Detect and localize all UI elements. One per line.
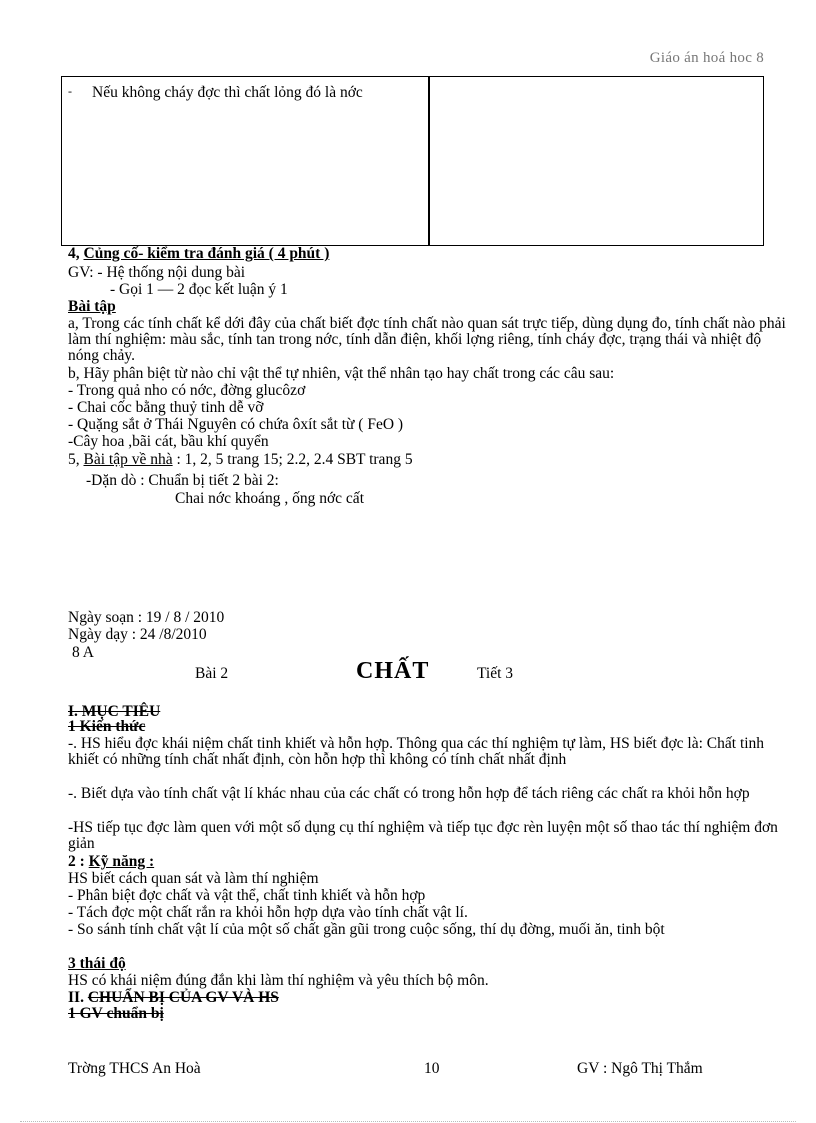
teacher-prep-heading: 1 GV chuẩn bị (68, 1005, 164, 1022)
attitude-text: HS có khái niệm đúng đắn khi làm thí nghiệm và yêu thích bộ môn. (68, 972, 489, 989)
teach-date: Ngày dạy : 24 /8/2010 (68, 626, 207, 643)
knowledge-point-2: -. Biết dựa vào tính chất vật lí khác nhau của các chất có trong hỗn hợp để tách riêng các chất ra khỏi hỗn hợp (68, 785, 750, 802)
lesson-number: Bài 2 (195, 665, 229, 682)
page-bottom-rule (20, 1121, 796, 1122)
prep-date: Ngày soạn : 19 / 8 / 2010 (68, 609, 225, 626)
skills-title: Kỹ năng : (88, 853, 155, 870)
section-4-title: Củng cố- kiểm tra đánh giá ( 4 phút ) (83, 245, 330, 262)
gv-line-1: GV: - Hệ thống nội dung bài (68, 264, 246, 281)
skills-heading (68, 854, 154, 870)
exercise-b-item-4: -Cây hoa ,bãi cát, bầu khí quyển (68, 433, 269, 450)
knowledge-point-3: -HS tiếp tục đợc làm quen với một số dụng cụ thí nghiệm và tiếp tục đợc rèn luyện một số thao tác thí nghiệm đơn giản (68, 819, 778, 852)
objectives-heading: I. MỤC TIÊU (68, 703, 161, 720)
homework-label: Bài tập về nhà (83, 451, 173, 468)
skills-number: 2 : (68, 853, 85, 870)
exercise-b-item-2: - Chai cốc bằng thuỷ tinh dễ vỡ (68, 399, 264, 416)
homework-assignments: : 1, 2, 5 trang 15; 2.2, 2.4 SBT trang 5 (176, 451, 413, 468)
content-table (61, 76, 764, 246)
skill-4: - So sánh tính chất vật lí của một số chất gần gũi trong cuộc sống, thí dụ đờng, muối ăn, tinh bột (68, 921, 665, 938)
knowledge-heading: 1 Kiến thức (68, 718, 146, 735)
instruction-line-1: -Dặn dò : Chuẩn bị tiết 2 bài 2: (86, 472, 279, 489)
table-left-cell-text: Nếu không cháy đợc thì chất lỏng đó là nớc (92, 84, 363, 101)
preparation-title: CHUẨN BỊ CỦA GV VÀ HS (87, 989, 279, 1006)
exercise-b-item-1: - Trong quả nho có nớc, đờng glucôzơ (68, 382, 306, 399)
exercise-b-item-3: - Quặng sắt ở Thái Nguyên có chứa ôxít sắt từ ( FeO ) (68, 416, 404, 433)
attitude-heading: 3 thái độ (68, 955, 126, 972)
exercise-heading: Bài tập (68, 298, 116, 315)
document-header: Giáo án hoá hoc 8 (649, 50, 764, 66)
footer-page-number: 10 (424, 1060, 440, 1077)
skill-3: - Tách đợc một chất rắn ra khỏi hỗn hợp dựa vào tính chất vật lí. (68, 904, 468, 921)
skill-1: HS biết cách quan sát và làm thí nghiệm (68, 870, 319, 887)
period-number: Tiết 3 (477, 665, 514, 682)
knowledge-point-1: -. HS hiểu đợc khái niệm chất tinh khiết và hỗn hợp. Thông qua các thí nghiệm tự làm, HS biết đợc là: Chất tinh khiết có những tính chất nhất định, còn hỗn hợp thì không có tính chất nhất định (68, 735, 765, 768)
table-column-divider (428, 76, 430, 246)
class-name: 8 A (72, 644, 94, 661)
exercise-a: a, Trong các tính chất kể dới đây của chất biết đợc tính chất nào quan sát trực tiếp, dùng dụng đo, tính chất nào phải làm thí nghiệm: màu sắc, tính tan trong nớc, tính dẫn điện, khối lợng riêng, tính cháy đợc, trạng thái và nhiệt độ nóng chảy. (68, 315, 786, 364)
preparation-heading (68, 990, 279, 1006)
skill-2: - Phân biệt đợc chất và vật thể, chất tinh khiết và hỗn hợp (68, 887, 426, 904)
exercise-b: b, Hãy phân biệt từ nào chỉ vật thể tự nhiên, vật thể nhân tạo hay chất trong các câu sau: (68, 365, 615, 382)
gv-line-2: - Gọi 1 — 2 đọc kết luận ý 1 (110, 281, 288, 298)
section-4-number: 4, (68, 245, 80, 262)
section-4-heading (68, 246, 329, 262)
lesson-title: CHẤT (356, 658, 430, 684)
instruction-line-2: Chai nớc khoáng , ống nớc cất (175, 490, 364, 507)
table-bullet: - (68, 84, 72, 98)
preparation-number: II. (68, 989, 84, 1006)
footer-teacher: GV : Ngô Thị Thắm (577, 1060, 703, 1077)
footer-school: Trờng THCS An Hoà (68, 1060, 201, 1077)
homework-line (68, 452, 413, 468)
homework-number: 5, (68, 451, 80, 468)
